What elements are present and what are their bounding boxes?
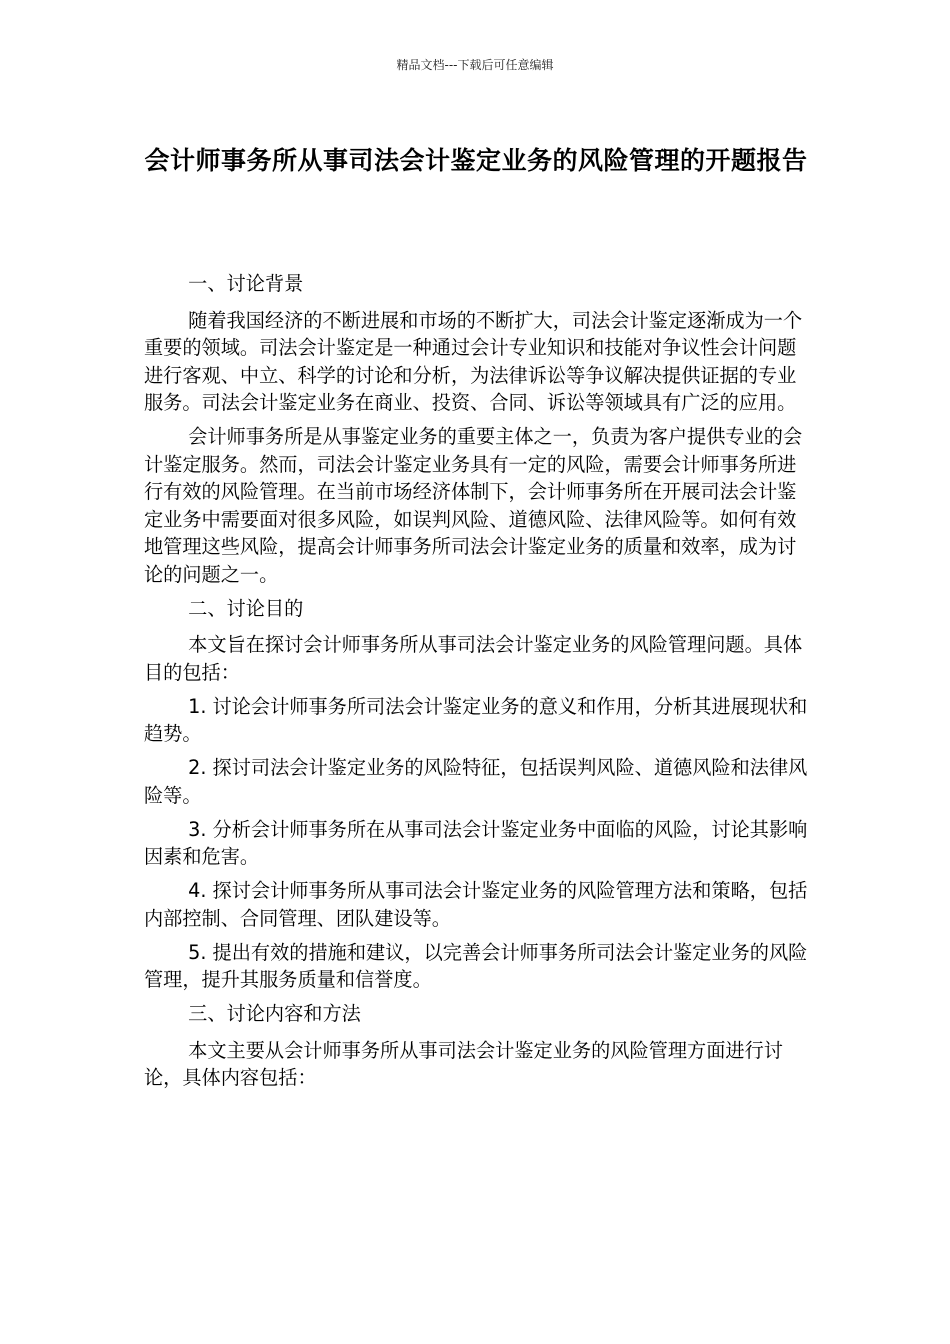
paragraph-background-2: 会计师事务所是从事鉴定业务的重要主体之一，负责为客户提供专业的会计鉴定服务。然而，司法会计鉴定业务具有一定的风险，需要会计师事务所进行有效的风险管理。在当前市场经济体制下，会计师事务所在开展司法会计鉴定业务中需要面对很多风险，如误判风险、道德风险、法律风险等。如何有效地管理这些风险，提高会计师事务所司法会计鉴定业务的质量和效率，成为讨论的问题之一。: [144, 425, 803, 586]
document-body: [144, 270, 808, 1098]
list-item-purpose-2: 2. 探讨司法会计鉴定业务的风险特征，包括误判风险、道德风险和法律风险等。: [144, 756, 808, 807]
document-title: 会计师事务所从事司法会计鉴定业务的风险管理的开题报告: [144, 146, 808, 175]
header-note: 精品文档---下载后可任意编辑: [396, 58, 554, 72]
section-heading-content-method: 三、讨论内容和方法: [188, 1002, 361, 1025]
list-item-purpose-1: 1. 讨论会计师事务所司法会计鉴定业务的意义和作用，分析其进展现状和趋势。: [144, 694, 808, 745]
list-item-purpose-4: 4. 探讨会计师事务所从事司法会计鉴定业务的风险管理方法和策略，包括内部控制、合同管理、团队建设等。: [144, 879, 808, 930]
section-heading-purpose: 二、讨论目的: [188, 596, 304, 620]
paragraph-content-intro: 本文主要从会计师事务所从事司法会计鉴定业务的风险管理方面进行讨论，具体内容包括：: [144, 1038, 783, 1089]
list-item-purpose-5: 5. 提出有效的措施和建议，以完善会计师事务所司法会计鉴定业务的风险管理，提升其服务质量和信誉度。: [144, 940, 808, 991]
list-item-purpose-3: 3. 分析会计师事务所在从事司法会计鉴定业务中面临的风险，讨论其影响因素和危害。: [144, 817, 808, 868]
section-heading-background: 一、讨论背景: [188, 272, 304, 295]
paragraph-background-1: 随着我国经济的不断进展和市场的不断扩大，司法会计鉴定逐渐成为一个重要的领域。司法会计鉴定是一种通过会计专业知识和技能对争议性会计问题进行客观、中立、科学的讨论和分析，为法律诉讼等争议解决提供证据的专业服务。司法会计鉴定业务在商业、投资、合同、诉讼等领域具有广泛的应用。: [144, 308, 803, 414]
paragraph-purpose-intro: 本文旨在探讨会计师事务所从事司法会计鉴定业务的风险管理问题。具体目的包括：: [144, 633, 803, 684]
